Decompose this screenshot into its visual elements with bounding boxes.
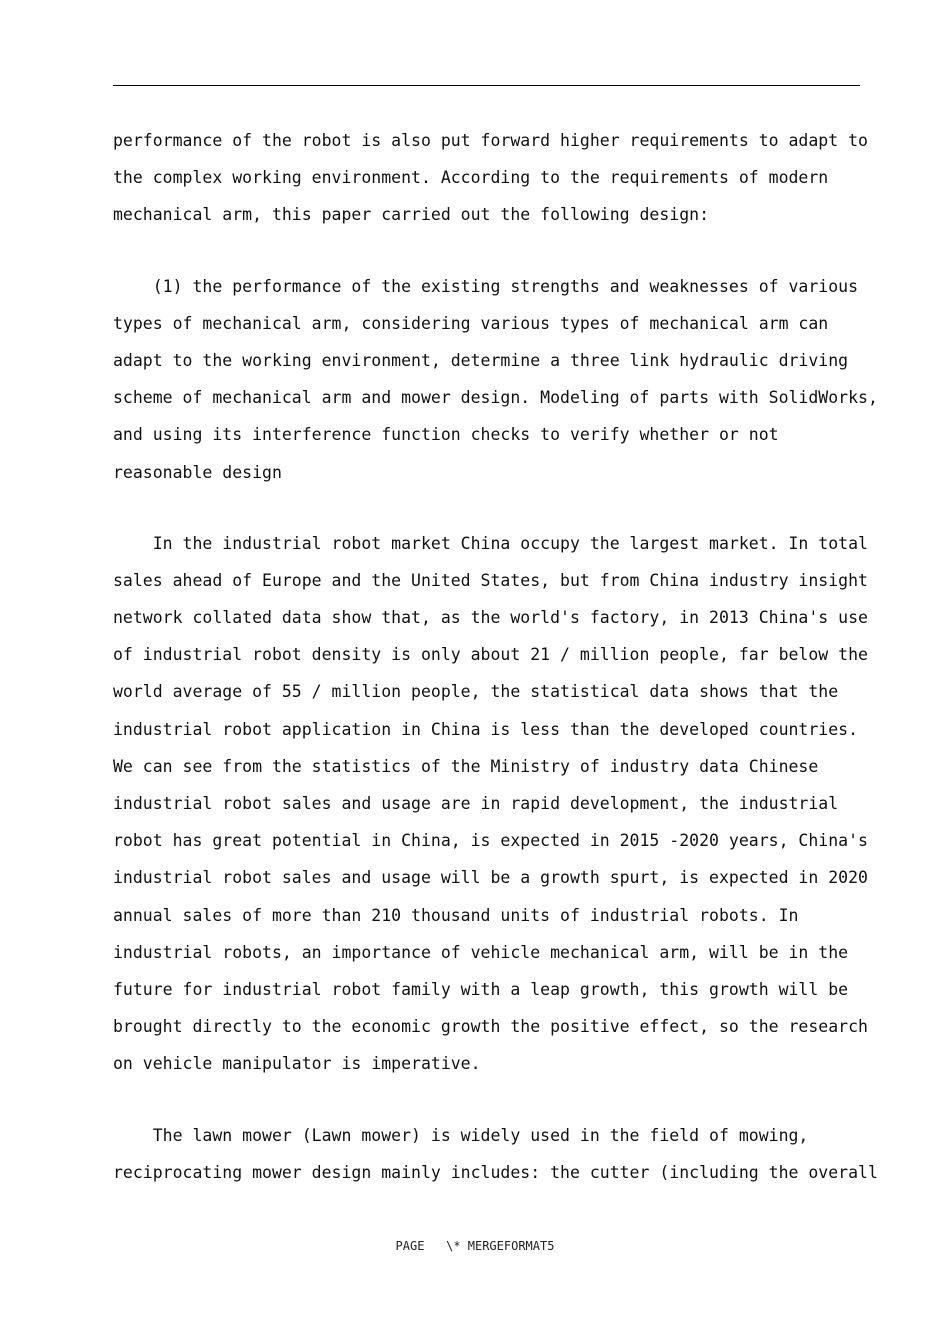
- paragraph-lawn-mower: [113, 1117, 878, 1191]
- text-line: industrial robot sales and usage will be a growth spurt, is expected in 2020: [113, 868, 868, 888]
- text-line: types of mechanical arm, considering various types of mechanical arm can: [113, 313, 829, 333]
- header-rule: [113, 85, 860, 86]
- text-line: The lawn mower (Lawn mower) is widely used in the field of mowing,: [113, 1125, 809, 1145]
- document-body: [113, 122, 878, 1191]
- paragraph-intro: [113, 122, 868, 234]
- text-line: industrial robots, an importance of vehicle mechanical arm, will be in the: [113, 942, 849, 962]
- text-line: In the industrial robot market China occupy the largest market. In total: [113, 533, 868, 553]
- text-line: reasonable design: [113, 462, 282, 482]
- paragraph-robot-market: [113, 525, 868, 1083]
- text-line: future for industrial robot family with a leap growth, this growth will be: [113, 979, 849, 999]
- text-line: adapt to the working environment, determine a three link hydraulic driving: [113, 350, 849, 370]
- text-line: scheme of mechanical arm and mower design. Modeling of parts with SolidWorks,: [113, 388, 878, 408]
- text-line: on vehicle manipulator is imperative.: [113, 1054, 481, 1074]
- text-line: robot has great potential in China, is expected in 2015 -2020 years, China's: [113, 831, 868, 851]
- text-line: sales ahead of Europe and the United States, but from China industry insight: [113, 570, 868, 590]
- text-line: of industrial robot density is only about 21 / million people, far below the: [113, 645, 868, 665]
- paragraph-design-point-1: [113, 268, 878, 491]
- text-line: and using its interference function checks to verify whether or not: [113, 425, 779, 445]
- text-line: (1) the performance of the existing strengths and weaknesses of various: [113, 276, 859, 296]
- text-line: network collated data show that, as the world's factory, in 2013 China's use: [113, 608, 868, 628]
- text-line: annual sales of more than 210 thousand units of industrial robots. In: [113, 905, 799, 925]
- text-line: reciprocating mower design mainly includes: the cutter (including the overall: [113, 1162, 878, 1182]
- text-line: world average of 55 / million people, the statistical data shows that the: [113, 682, 839, 702]
- page-footer-field: PAGE \* MERGEFORMAT5: [395, 1239, 555, 1253]
- text-line: brought directly to the economic growth the positive effect, so the research: [113, 1017, 868, 1037]
- text-line: industrial robot application in China is less than the developed countries.: [113, 719, 859, 739]
- text-line: We can see from the statistics of the Ministry of industry data Chinese: [113, 756, 819, 776]
- text-line: performance of the robot is also put forward higher requirements to adapt to: [113, 131, 868, 150]
- text-line: industrial robot sales and usage are in rapid development, the industrial: [113, 794, 839, 813]
- text-line: the complex working environment. According to the requirements of modern: [113, 168, 829, 188]
- text-line: mechanical arm, this paper carried out the following design:: [113, 205, 710, 225]
